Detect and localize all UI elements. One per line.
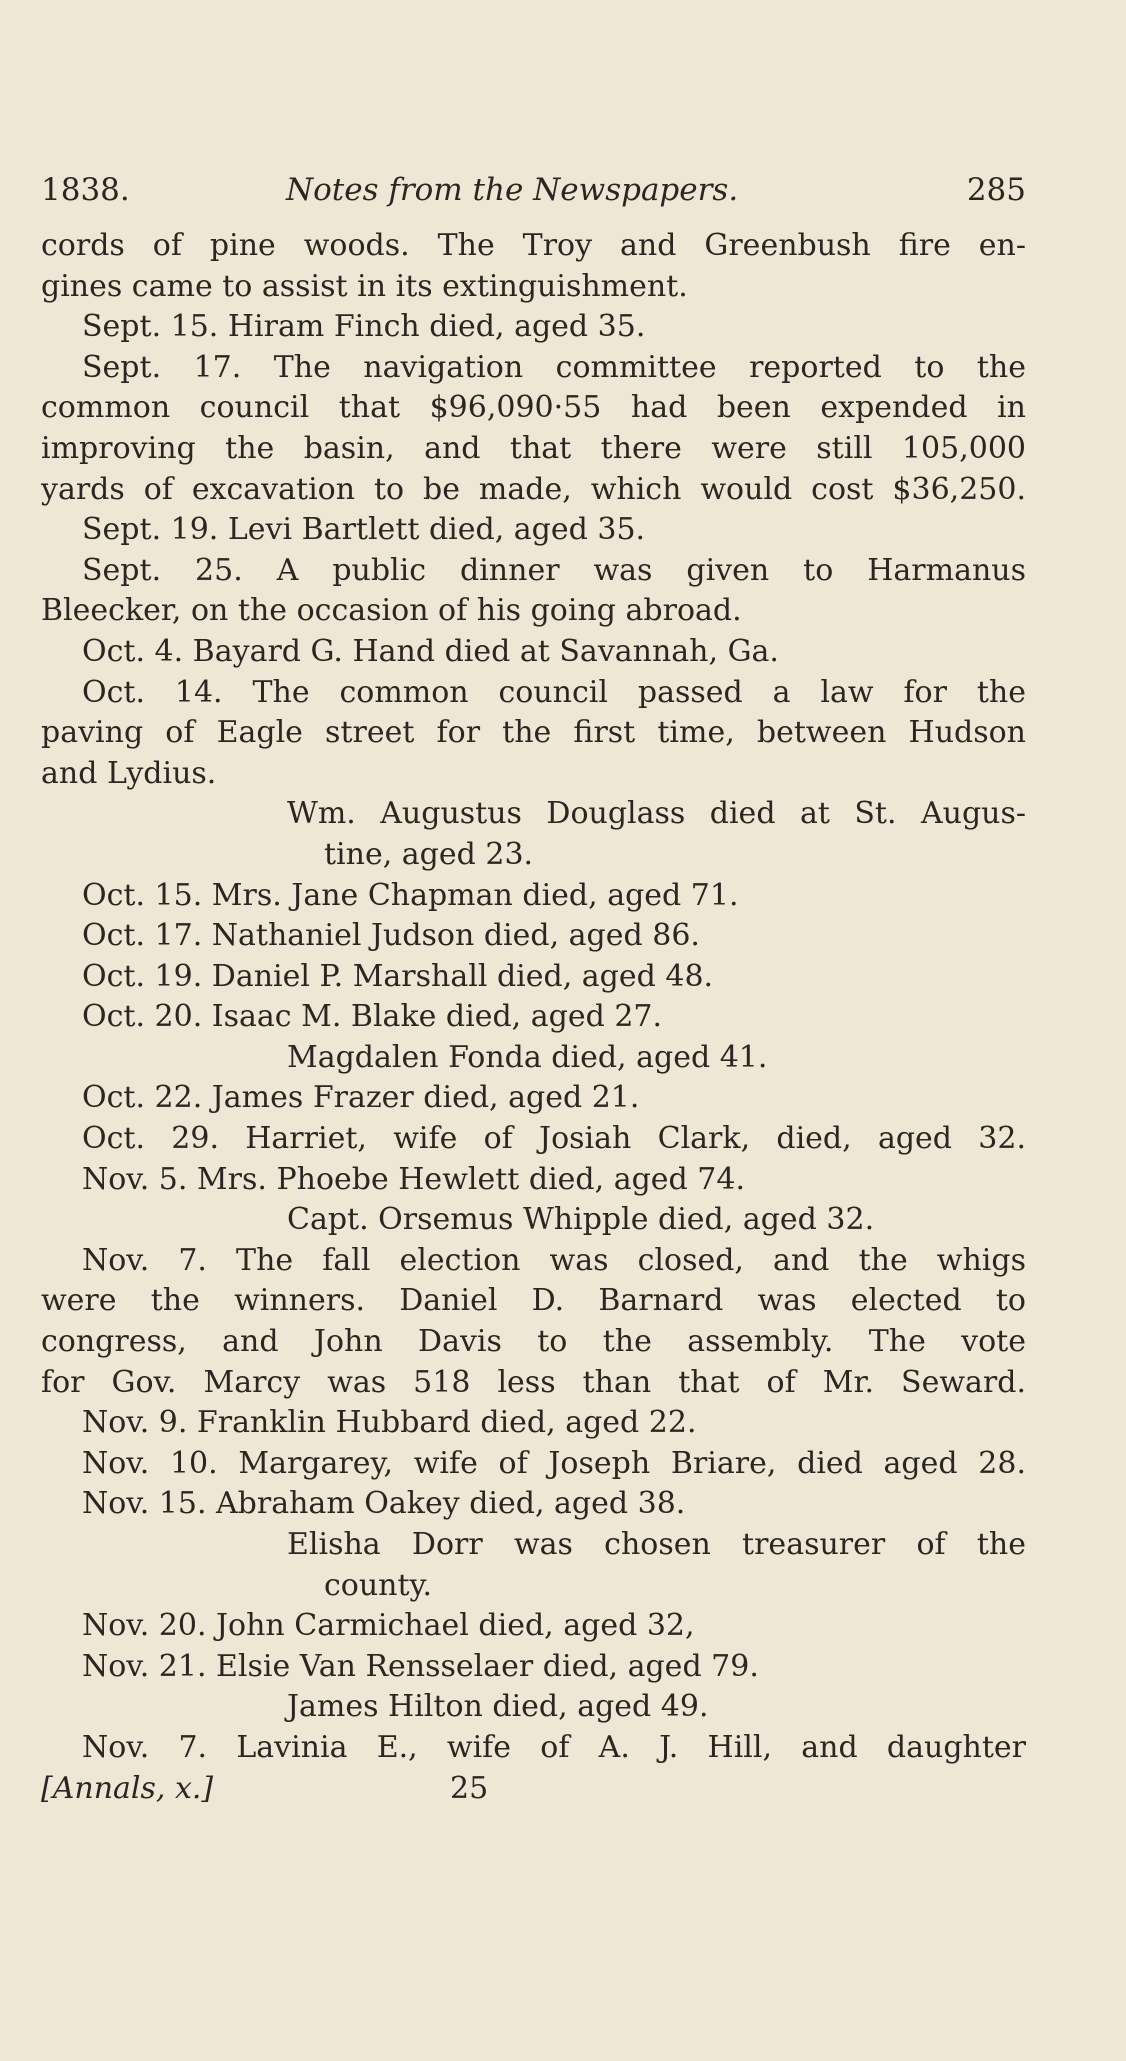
header-title: Notes from the Newspapers. bbox=[286, 172, 739, 208]
text-line: Nov. 20. John Carmichael died, aged 32, bbox=[82, 1608, 695, 1644]
sheet-number: 25 bbox=[450, 1770, 489, 1806]
text-line: Oct. 14. The common council passed a law for the bbox=[82, 674, 1026, 710]
running-header bbox=[41, 168, 1026, 218]
text-line: Sept. 25. A public dinner was given to Harmanus bbox=[82, 552, 1026, 588]
text-line: Wm. Augustus Douglass died at St. Augus- bbox=[287, 796, 1026, 832]
header-year: 1838. bbox=[41, 172, 130, 208]
text-line: Elisha Dorr was chosen treasurer of the bbox=[287, 1527, 1026, 1562]
text-line: paving of Eagle street for the first time, between Hudson bbox=[41, 715, 1026, 751]
text-line: were the winners. Daniel D. Barnard was elected to bbox=[41, 1283, 1026, 1319]
text-line: Magdalen Fonda died, aged 41. bbox=[287, 1039, 768, 1075]
text-line: for Gov. Marcy was 518 less than that of Mr. Seward. bbox=[41, 1364, 1026, 1400]
page-footer bbox=[41, 1769, 1026, 1810]
text-line: Nov. 7. The fall election was closed, and the whigs bbox=[82, 1242, 1026, 1278]
text-line: James Hilton died, aged 49. bbox=[287, 1689, 709, 1725]
text-line: Bleecker, on the occasion of his going abroad. bbox=[41, 593, 742, 629]
text-line: gines came to assist in its extinguishment. bbox=[41, 268, 688, 304]
text-line: Oct. 17. Nathaniel Judson died, aged 86. bbox=[82, 918, 700, 954]
text-line: tine, aged 23. bbox=[324, 836, 534, 872]
text-line: Nov. 15. Abraham Oakey died, aged 38. bbox=[82, 1486, 686, 1522]
text-line: improving the basin, and that there were still 105,000 bbox=[41, 430, 1026, 466]
text-line: county. bbox=[324, 1567, 433, 1603]
text-line: Oct. 20. Isaac M. Blake died, aged 27. bbox=[82, 999, 663, 1035]
text-line: Sept. 15. Hiram Finch died, aged 35. bbox=[82, 309, 646, 345]
text-line: Oct. 22. James Frazer died, aged 21. bbox=[82, 1080, 640, 1116]
text-line: cords of pine woods. The Troy and Greenbush fire en- bbox=[41, 228, 1026, 263]
text-line: Nov. 21. Elsie Van Rensselaer died, aged 79. bbox=[82, 1648, 759, 1684]
text-line: yards of excavation to be made, which would cost $36,250. bbox=[41, 471, 1026, 507]
text-line: Nov. 5. Mrs. Phoebe Hewlett died, aged 74. bbox=[82, 1161, 745, 1197]
text-line: common council that $96,090·55 had been expended in bbox=[41, 390, 1026, 426]
text-line: Oct. 19. Daniel P. Marshall died, aged 48. bbox=[82, 958, 714, 994]
signature-mark: [Annals, x.] bbox=[41, 1770, 214, 1806]
page-body bbox=[41, 226, 1026, 1769]
text-line: Sept. 19. Levi Bartlett died, aged 35. bbox=[82, 512, 646, 548]
text-line: Nov. 7. Lavinia E., wife of A. J. Hill, and daughter bbox=[82, 1729, 1026, 1765]
text-line: Nov. 10. Margarey, wife of Joseph Briare, died aged 28. bbox=[82, 1445, 1026, 1481]
text-line: and Lydius. bbox=[41, 755, 217, 791]
text-line: Oct. 29. Harriet, wife of Josiah Clark, died, aged 32. bbox=[82, 1121, 1026, 1157]
text-line: Nov. 9. Franklin Hubbard died, aged 22. bbox=[82, 1405, 697, 1441]
text-line: Capt. Orsemus Whipple died, aged 32. bbox=[287, 1202, 875, 1238]
text-line: congress, and John Davis to the assembly. The vote bbox=[41, 1324, 1026, 1360]
book-page bbox=[41, 168, 1026, 1809]
text-line: Oct. 4. Bayard G. Hand died at Savannah, Ga. bbox=[82, 633, 779, 669]
text-line: Oct. 15. Mrs. Jane Chapman died, aged 71. bbox=[82, 877, 739, 913]
page-number: 285 bbox=[966, 172, 1026, 208]
text-line: Sept. 17. The navigation committee reported to the bbox=[82, 349, 1026, 385]
